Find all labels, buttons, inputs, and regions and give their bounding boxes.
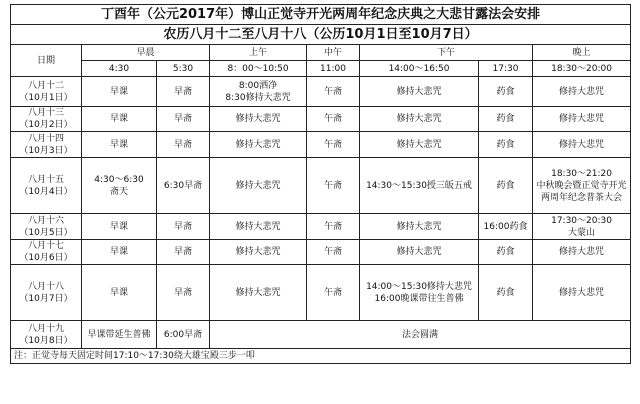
schedule-cell — [82, 214, 157, 240]
schedule-cell — [479, 107, 533, 132]
schedule-line: 药食 — [496, 180, 515, 191]
solar-date: （10月5日） — [19, 227, 73, 238]
schedule-cell — [82, 107, 157, 132]
schedule-line: 早斋 — [173, 247, 192, 257]
schedule-line: 16:00药食 — [483, 221, 528, 232]
lunar-date: 八月十九 — [27, 323, 64, 334]
solar-date: （10月1日） — [19, 92, 73, 103]
schedule-line: 修持大悲咒 — [396, 139, 442, 150]
schedule-line: 14:00～15:30修持大悲咒 — [366, 281, 472, 292]
schedule-cell — [157, 265, 210, 321]
schedule-line: 早课 — [109, 86, 128, 97]
schedule-line: 早斋 — [173, 221, 192, 232]
schedule-cell — [360, 77, 479, 107]
schedule-line: 早斋 — [173, 139, 192, 150]
schedule-table — [10, 4, 631, 364]
schedule-title: 丁酉年（公元2017年）博山正觉寺开光两周年纪念庆典之大悲甘露法会安排 — [11, 5, 631, 25]
date-cell — [11, 321, 82, 349]
schedule-subtitle: 农历八月十二至八月十八（公历10月1日至10月7日） — [11, 25, 631, 45]
table-row — [11, 321, 631, 349]
time-header: 18:30～20:00 — [533, 61, 631, 77]
schedule-line: 午斋 — [323, 247, 342, 257]
schedule-cell — [210, 158, 307, 214]
schedule-line: 早课 — [109, 221, 128, 232]
schedule-cell — [307, 107, 360, 132]
group-header-evening: 晚上 — [533, 45, 631, 61]
schedule-cell — [210, 77, 307, 107]
lunar-date: 八月十五 — [27, 174, 64, 185]
date-cell — [11, 132, 82, 158]
schedule-cell — [360, 132, 479, 158]
schedule-cell — [360, 240, 479, 265]
group-header-noon: 中午 — [307, 45, 360, 61]
schedule-line: 早课 — [109, 139, 128, 150]
date-cell — [11, 214, 82, 240]
schedule-cell — [533, 77, 631, 107]
schedule-line: 4:30～6:30 — [94, 174, 144, 185]
schedule-line: 修持大悲咒 — [559, 114, 605, 124]
footnote: 注：正觉寺每天固定时间17:10～17:30绕大雄宝殿三步一叩 — [11, 349, 631, 364]
schedule-cell — [360, 214, 479, 240]
schedule-cell — [82, 158, 157, 214]
date-cell — [11, 158, 82, 214]
table-row — [11, 77, 631, 107]
schedule-cell — [307, 214, 360, 240]
solar-date: （10月6日） — [19, 253, 73, 263]
schedule-cell — [533, 107, 631, 132]
schedule-line: 修持大悲咒 — [559, 139, 605, 150]
table-row — [11, 132, 631, 158]
time-header: 8：00～10:50 — [210, 61, 307, 77]
schedule-cell: 早课带延生普佛 — [82, 321, 157, 349]
schedule-cell — [533, 265, 631, 321]
table-row — [11, 214, 631, 240]
schedule-line: 修持大悲咒 — [235, 247, 281, 257]
schedule-line: 17:30～20:30 — [551, 215, 612, 226]
schedule-cell — [533, 158, 631, 214]
schedule-cell — [533, 132, 631, 158]
schedule-cell — [307, 132, 360, 158]
schedule-line: 16:00晚课带往生普佛 — [374, 293, 464, 304]
lunar-date: 八月十三 — [27, 108, 64, 118]
date-column-header: 日期 — [11, 45, 82, 77]
schedule-line: 修持大悲咒 — [559, 247, 605, 257]
date-cell — [11, 265, 82, 321]
schedule-cell — [210, 132, 307, 158]
schedule-line: 早斋 — [173, 114, 192, 124]
schedule-line: 修持大悲咒 — [396, 114, 442, 124]
schedule-line: 早课 — [109, 247, 128, 257]
schedule-cell — [307, 77, 360, 107]
schedule-line: 午斋 — [323, 221, 342, 232]
schedule-cell — [157, 214, 210, 240]
schedule-line: 药食 — [496, 86, 515, 97]
schedule-cell — [82, 77, 157, 107]
lunar-date: 八月十六 — [27, 215, 64, 226]
schedule-cell — [82, 265, 157, 321]
group-header-morning: 早晨 — [82, 45, 210, 61]
schedule-line: 午斋 — [323, 139, 342, 150]
group-header-forenoon: 上午 — [210, 45, 307, 61]
schedule-line: 午斋 — [323, 180, 342, 191]
time-header: 17:30 — [479, 61, 533, 77]
schedule-line: 药食 — [496, 287, 515, 298]
date-cell — [11, 107, 82, 132]
schedule-cell — [479, 265, 533, 321]
time-header: 5:30 — [157, 61, 210, 77]
schedule-line: 8:30修持大悲咒 — [225, 92, 291, 103]
schedule-line: 早课 — [109, 287, 128, 298]
schedule-cell — [157, 240, 210, 265]
table-row — [11, 240, 631, 265]
schedule-cell — [307, 158, 360, 214]
schedule-cell — [210, 107, 307, 132]
schedule-cell — [157, 77, 210, 107]
lunar-date: 八月十八 — [27, 281, 64, 292]
schedule-line: 修持大悲咒 — [235, 114, 281, 124]
schedule-cell — [157, 132, 210, 158]
schedule-line: 早课 — [109, 114, 128, 124]
schedule-cell — [82, 132, 157, 158]
table-row — [11, 158, 631, 214]
schedule-cell — [210, 265, 307, 321]
schedule-line: 修持大悲咒 — [396, 86, 442, 97]
schedule-cell — [157, 107, 210, 132]
lunar-date: 八月十七 — [27, 241, 64, 251]
schedule-line: 修持大悲咒 — [559, 86, 605, 97]
schedule-cell — [479, 132, 533, 158]
schedule-line: 午斋 — [323, 287, 342, 298]
schedule-cell — [479, 158, 533, 214]
schedule-cell — [479, 77, 533, 107]
schedule-line: 8:00洒净 — [238, 80, 278, 91]
date-cell — [11, 240, 82, 265]
schedule-cell — [360, 107, 479, 132]
solar-date: （10月8日） — [19, 335, 73, 346]
schedule-line: 修持大悲咒 — [235, 180, 281, 191]
schedule-line: 药食 — [496, 114, 515, 124]
schedule-cell — [360, 265, 479, 321]
schedule-line: 14:30～15:30授三皈五戒 — [366, 180, 472, 191]
schedule-line: 午斋 — [323, 114, 342, 124]
date-cell — [11, 77, 82, 107]
solar-date: （10月7日） — [19, 293, 73, 304]
schedule-cell — [82, 240, 157, 265]
time-header: 4:30 — [82, 61, 157, 77]
schedule-cell — [307, 240, 360, 265]
table-row — [11, 265, 631, 321]
solar-date: （10月3日） — [19, 145, 73, 156]
schedule-cell — [533, 214, 631, 240]
schedule-line: 早斋 — [173, 86, 192, 97]
schedule-cell — [533, 240, 631, 265]
schedule-line: 修持大悲咒 — [235, 221, 281, 232]
schedule-line: 两周年纪念普茶大会 — [541, 192, 623, 203]
schedule-cell — [307, 265, 360, 321]
schedule-cell — [479, 214, 533, 240]
schedule-cell: 6:00早斋 — [157, 321, 210, 349]
schedule-line: 大蒙山 — [568, 227, 596, 238]
time-header: 14:00～16:50 — [360, 61, 479, 77]
solar-date: （10月2日） — [19, 120, 73, 130]
schedule-line: 中秋晚会暨正觉寺开光 — [536, 180, 627, 191]
lunar-date: 八月十四 — [27, 133, 64, 144]
ceremony-complete-cell: 法会圆满 — [210, 321, 631, 349]
table-row — [11, 107, 631, 132]
schedule-cell — [479, 240, 533, 265]
schedule-line: 早斋 — [173, 287, 192, 298]
solar-date: （10月4日） — [19, 186, 73, 197]
lunar-date: 八月十二 — [27, 80, 64, 91]
schedule-line: 午斋 — [323, 86, 342, 97]
schedule-line: 修持大悲咒 — [396, 221, 442, 232]
schedule-cell — [157, 158, 210, 214]
schedule-line: 18:30～21:20 — [551, 168, 612, 179]
schedule-cell — [210, 214, 307, 240]
schedule-line: 修持大悲咒 — [235, 287, 281, 298]
schedule-line: 药食 — [496, 139, 515, 150]
schedule-cell — [210, 240, 307, 265]
schedule-cell — [360, 158, 479, 214]
schedule-line: 修持大悲咒 — [559, 287, 605, 298]
group-header-afternoon: 下午 — [360, 45, 533, 61]
schedule-line: 修持大悲咒 — [396, 247, 442, 257]
schedule-line: 修持大悲咒 — [235, 139, 281, 150]
schedule-line: 药食 — [496, 247, 515, 257]
schedule-line: 6:30早斋 — [163, 180, 203, 191]
time-header: 11:00 — [307, 61, 360, 77]
schedule-line: 斋天 — [109, 186, 128, 197]
